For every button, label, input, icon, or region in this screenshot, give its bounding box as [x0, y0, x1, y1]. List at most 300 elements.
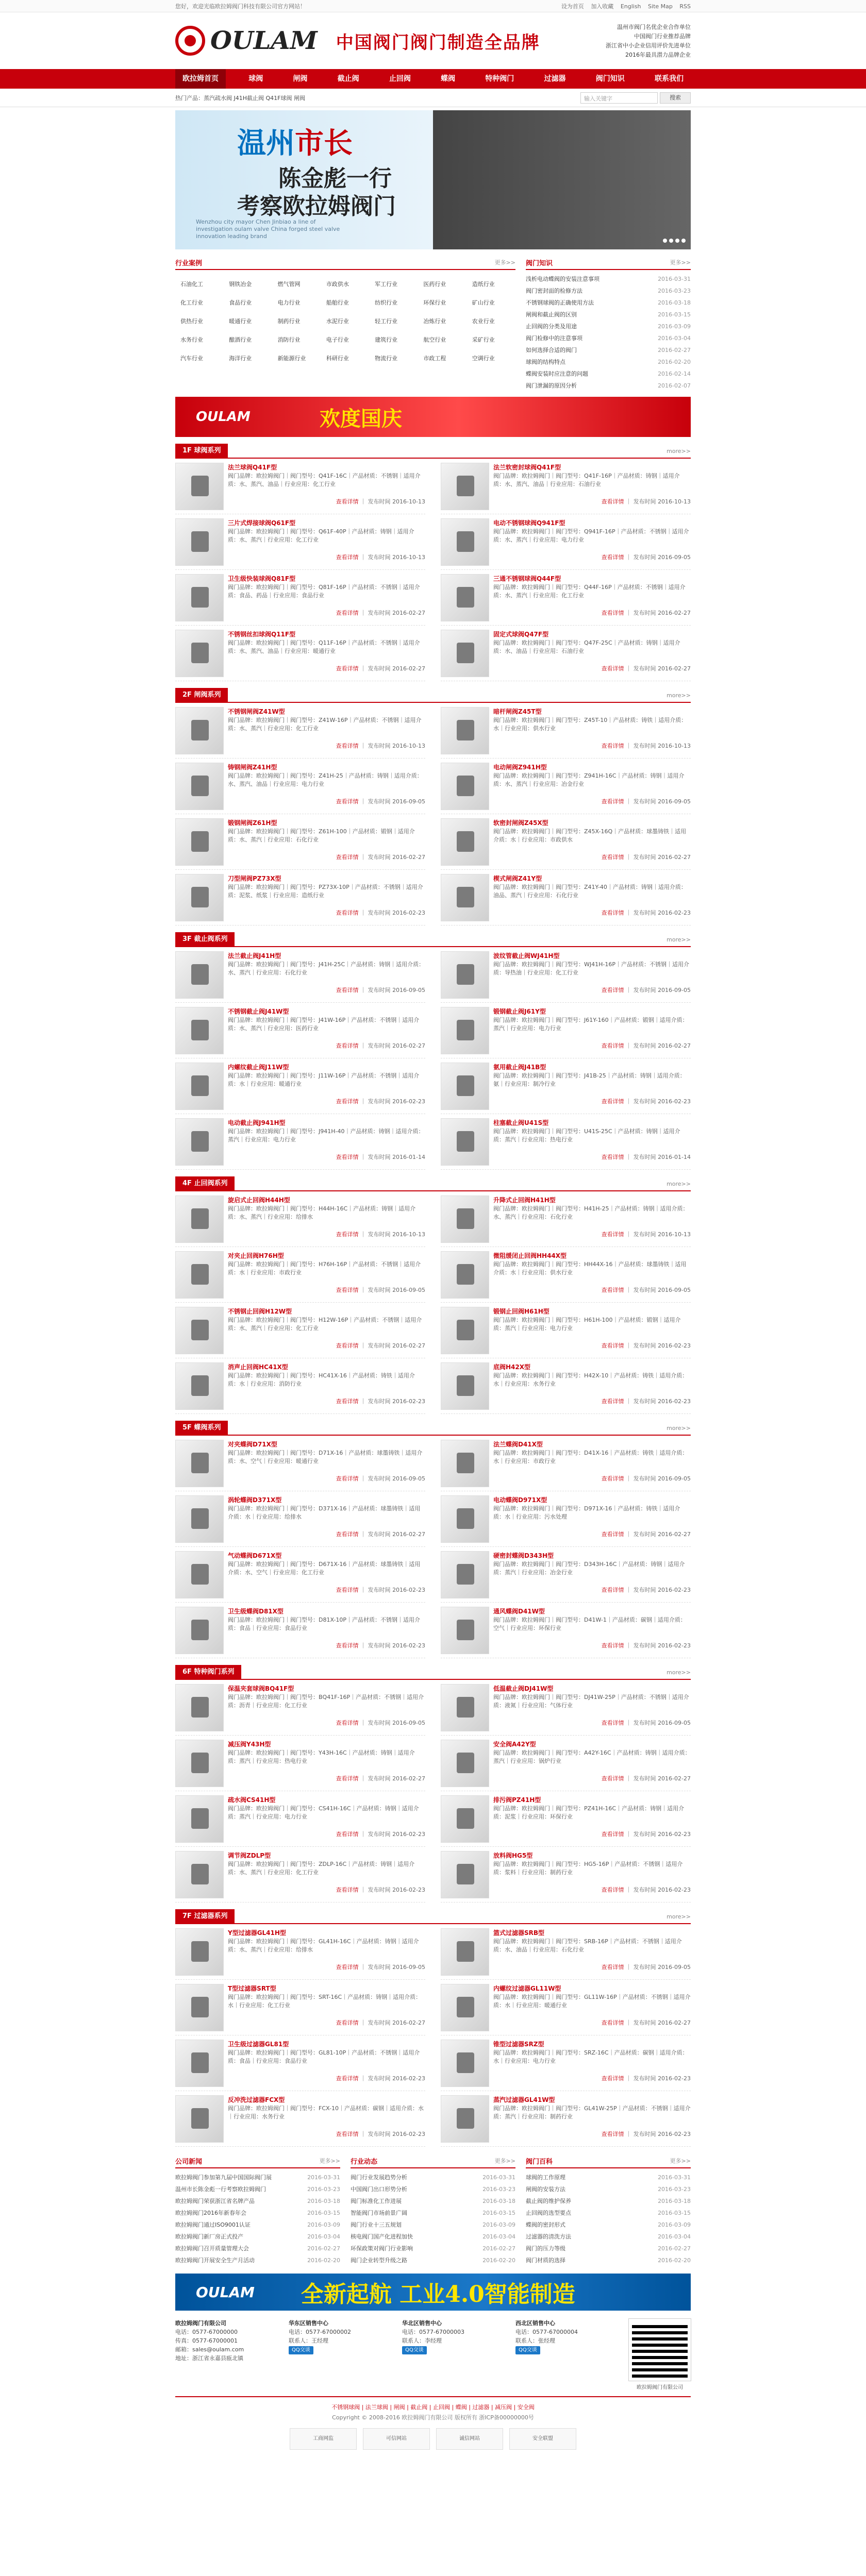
product-detail-link[interactable]: 查看详情 [336, 1398, 359, 1405]
product-name[interactable]: 法兰球阀Q41F型 [228, 464, 277, 471]
product-detail-link[interactable]: 查看详情 [601, 1587, 624, 1593]
category-more-link[interactable]: more>> [667, 1669, 691, 1676]
product-name[interactable]: 固定式球阀Q47F型 [493, 631, 549, 638]
product-name[interactable]: 内螺纹过滤器GL11W型 [493, 1985, 561, 1992]
bottom-news-item-title[interactable]: 核电阀门国产化进程加快 [351, 2233, 413, 2240]
product-detail-link[interactable]: 查看详情 [336, 1775, 359, 1782]
product-image[interactable] [175, 818, 224, 866]
product-card[interactable] [441, 2091, 691, 2147]
product-detail-link[interactable]: 查看详情 [601, 1475, 624, 1482]
product-card[interactable] [175, 1980, 425, 2035]
product-detail-link[interactable]: 查看详情 [601, 1398, 624, 1405]
product-card[interactable] [441, 1547, 691, 1603]
bottom-news-item-title[interactable]: 球阀的工作原理 [526, 2174, 565, 2181]
news-item[interactable] [526, 297, 691, 309]
bottom-news-item[interactable] [351, 2243, 515, 2254]
bottom-news-item-title[interactable]: 阀门行业十三五规划 [351, 2221, 402, 2228]
product-image[interactable] [175, 1007, 224, 1054]
product-detail-link[interactable]: 查看详情 [336, 498, 359, 505]
product-name[interactable]: 锻钢截止阀J61Y型 [493, 1008, 546, 1015]
product-name[interactable]: 对夹蝶阀D71X型 [228, 1441, 277, 1448]
product-name[interactable]: 电动不锈钢球阀Q941F型 [493, 519, 565, 527]
product-card[interactable] [175, 2091, 425, 2147]
qq-chat-button[interactable]: QQ交谈 [515, 2346, 540, 2354]
product-card[interactable] [441, 759, 691, 814]
product-card[interactable] [441, 2035, 691, 2091]
bottom-news-item[interactable] [351, 2195, 515, 2207]
industry-item[interactable]: 酿酒行业 [229, 336, 252, 343]
product-card[interactable] [441, 1491, 691, 1547]
product-image[interactable] [441, 463, 489, 510]
category-more-link[interactable]: more>> [667, 1424, 691, 1432]
product-card[interactable] [441, 870, 691, 925]
product-image[interactable] [441, 1551, 489, 1598]
industry-item[interactable]: 船舶行业 [326, 299, 349, 306]
product-card[interactable] [441, 1003, 691, 1058]
bottom-news-item-title[interactable]: 欧拉姆阀门荣获浙江省名牌产品 [175, 2198, 255, 2204]
bottom-news-item[interactable] [351, 2207, 515, 2219]
qq-chat-button[interactable]: QQ交谈 [402, 2346, 427, 2354]
industry-item[interactable]: 水泥行业 [326, 318, 349, 325]
industry-item[interactable]: 供热行业 [180, 318, 203, 325]
industry-item[interactable]: 空调行业 [472, 355, 495, 362]
product-name[interactable]: 楔式闸阀Z41Y型 [493, 875, 542, 882]
top-link-home[interactable]: 设为首页 [561, 3, 584, 10]
industry-item[interactable]: 军工行业 [375, 281, 398, 288]
product-image[interactable] [175, 1362, 224, 1410]
news-item[interactable] [526, 309, 691, 321]
product-card[interactable] [441, 514, 691, 570]
product-image[interactable] [175, 1740, 224, 1787]
product-name[interactable]: 蒸汽过滤器GL41W型 [493, 2096, 555, 2103]
industry-item[interactable]: 电子行业 [326, 336, 349, 343]
industry-item[interactable]: 航空行业 [423, 336, 446, 343]
product-image[interactable] [175, 463, 224, 510]
product-name[interactable]: 硬密封蝶阀D343H型 [493, 1552, 554, 1559]
product-card[interactable] [175, 1847, 425, 1902]
product-image[interactable] [175, 1795, 224, 1843]
news-item[interactable] [526, 321, 691, 332]
news-item-title[interactable]: 蝶阀安装时应注意的问题 [526, 371, 588, 377]
product-card[interactable] [175, 703, 425, 759]
product-image[interactable] [441, 707, 489, 754]
top-link-sitemap[interactable]: Site Map [648, 3, 673, 10]
product-card[interactable] [175, 814, 425, 870]
product-card[interactable] [175, 1491, 425, 1547]
bottom-news-more[interactable]: 更多>> [319, 2158, 340, 2164]
bottom-news-item-title[interactable]: 环保政策对阀门行业影响 [351, 2245, 413, 2252]
national-day-banner[interactable] [175, 397, 691, 437]
nav-item[interactable]: 蝶阀 [441, 75, 456, 83]
product-image[interactable] [441, 1928, 489, 1976]
product-image[interactable] [175, 1984, 224, 2031]
product-detail-link[interactable]: 查看详情 [601, 987, 624, 994]
product-image[interactable] [441, 874, 489, 921]
product-card[interactable] [441, 1980, 691, 2035]
product-name[interactable]: 氨用截止阀J41B型 [493, 1064, 546, 1071]
product-name[interactable]: 篮式过滤器SRB型 [493, 1929, 545, 1937]
industry-item[interactable]: 采矿行业 [472, 336, 495, 343]
product-name[interactable]: Y型过滤器GL41H型 [228, 1929, 286, 1937]
bottom-news-item-title[interactable]: 阀门企业转型升级之路 [351, 2257, 407, 2264]
product-detail-link[interactable]: 查看详情 [336, 1475, 359, 1482]
product-detail-link[interactable]: 查看详情 [336, 743, 359, 749]
product-detail-link[interactable]: 查看详情 [336, 1098, 359, 1105]
product-image[interactable] [175, 1495, 224, 1543]
product-detail-link[interactable]: 查看详情 [601, 1720, 624, 1726]
hero-banner[interactable] [175, 110, 691, 249]
product-card[interactable] [175, 1247, 425, 1303]
bottom-news-item-title[interactable]: 蝶阀的密封形式 [526, 2221, 565, 2228]
product-image[interactable] [175, 574, 224, 621]
search-input[interactable]: 输入关键字 [580, 92, 658, 104]
product-card[interactable] [175, 947, 425, 1003]
product-detail-link[interactable]: 查看详情 [336, 1342, 359, 1349]
product-card[interactable] [175, 459, 425, 514]
product-image[interactable] [175, 1440, 224, 1487]
category-more-link[interactable]: more>> [667, 936, 691, 943]
bottom-news-item-title[interactable]: 过滤器的清洗方法 [526, 2233, 571, 2240]
product-image[interactable] [441, 1740, 489, 1787]
footer-badge[interactable]: 诚信网站 [436, 2428, 503, 2450]
product-detail-link[interactable]: 查看详情 [601, 610, 624, 616]
product-detail-link[interactable]: 查看详情 [601, 1231, 624, 1238]
news-item-title[interactable]: 浅析电动蝶阀的安装注意事项 [526, 276, 599, 282]
product-name[interactable]: 卫生级蝶阀D81X型 [228, 1608, 284, 1615]
bottom-news-more[interactable]: 更多>> [670, 2158, 691, 2164]
product-detail-link[interactable]: 查看详情 [601, 910, 624, 916]
bottom-news-item-title[interactable]: 智能阀门市场前景广阔 [351, 2210, 407, 2216]
product-detail-link[interactable]: 查看详情 [601, 798, 624, 805]
news-more-link[interactable]: 更多>> [670, 259, 691, 266]
product-name[interactable]: 法兰截止阀J41H型 [228, 952, 281, 959]
bottom-news-item-title[interactable]: 欧拉姆阀门参加第九届中国国际阀门展 [175, 2174, 272, 2181]
banner-dot[interactable] [681, 239, 686, 243]
industry40-banner[interactable] [175, 2274, 691, 2311]
product-image[interactable] [175, 1851, 224, 1898]
product-card[interactable] [175, 1003, 425, 1058]
bottom-news-item[interactable] [175, 2207, 340, 2219]
product-name[interactable]: 减压阀Y43H型 [228, 1741, 271, 1748]
bottom-news-item-title[interactable]: 截止阀的维护保养 [526, 2198, 571, 2204]
product-image[interactable] [441, 1196, 489, 1243]
product-card[interactable] [441, 1847, 691, 1902]
product-image[interactable] [441, 1495, 489, 1543]
bottom-news-item[interactable] [351, 2231, 515, 2243]
bottom-news-item[interactable] [175, 2183, 340, 2195]
bottom-news-item[interactable] [351, 2254, 515, 2266]
search-button[interactable]: 搜索 [660, 92, 691, 104]
industry-more-link[interactable]: 更多>> [494, 259, 515, 266]
product-detail-link[interactable]: 查看详情 [336, 910, 359, 916]
product-image[interactable] [175, 630, 224, 677]
bottom-news-item[interactable] [526, 2195, 691, 2207]
product-image[interactable] [441, 1984, 489, 2031]
news-item[interactable] [526, 356, 691, 368]
product-card[interactable] [441, 626, 691, 681]
product-detail-link[interactable]: 查看详情 [601, 1887, 624, 1893]
product-image[interactable] [441, 1851, 489, 1898]
product-card[interactable] [441, 1058, 691, 1114]
product-detail-link[interactable]: 查看详情 [601, 1154, 624, 1160]
news-item-title[interactable]: 球阀的结构特点 [526, 359, 565, 365]
product-card[interactable] [175, 626, 425, 681]
top-link-favorite[interactable]: 加入收藏 [591, 3, 614, 10]
product-card[interactable] [441, 1247, 691, 1303]
nav-item[interactable]: 球阀 [248, 75, 263, 83]
news-item-title[interactable]: 不锈钢球阀的正确使用方法 [526, 299, 594, 306]
product-image[interactable] [441, 1118, 489, 1166]
product-detail-link[interactable]: 查看详情 [336, 987, 359, 994]
product-name[interactable]: 排污阀PZ41H型 [493, 1796, 541, 1804]
product-image[interactable] [175, 2095, 224, 2143]
product-card[interactable] [175, 870, 425, 925]
bottom-news-item[interactable] [351, 2171, 515, 2183]
product-detail-link[interactable]: 查看详情 [601, 2131, 624, 2137]
product-card[interactable] [175, 1547, 425, 1603]
product-card[interactable] [441, 1303, 691, 1358]
product-card[interactable] [175, 1680, 425, 1736]
product-detail-link[interactable]: 查看详情 [601, 1042, 624, 1049]
product-image[interactable] [175, 1118, 224, 1166]
product-name[interactable]: 反冲洗过滤器FCX型 [228, 2096, 285, 2103]
industry-item[interactable]: 科研行业 [326, 355, 349, 362]
product-detail-link[interactable]: 查看详情 [601, 1342, 624, 1349]
product-image[interactable] [441, 1063, 489, 1110]
product-image[interactable] [175, 707, 224, 754]
banner-dot[interactable] [663, 239, 667, 243]
bottom-news-item[interactable] [351, 2183, 515, 2195]
product-name[interactable]: 法兰蝶阀D41X型 [493, 1441, 543, 1448]
product-image[interactable] [441, 574, 489, 621]
product-detail-link[interactable]: 查看详情 [336, 1154, 359, 1160]
bottom-news-item-title[interactable]: 欧拉姆阀门2016年新春年会 [175, 2210, 246, 2216]
product-card[interactable] [441, 814, 691, 870]
industry-item[interactable]: 市政工程 [423, 355, 446, 362]
product-detail-link[interactable]: 查看详情 [601, 1964, 624, 1971]
product-name[interactable]: 微阻缓闭止回阀HH44X型 [493, 1252, 567, 1259]
footer-keywords[interactable]: 不锈钢球阀 | 法兰球阀 | 闸阀 | 截止阀 | 止回阀 | 蝶阀 | 过滤器 | 减压阀 | 安全阀 [331, 2404, 535, 2411]
product-detail-link[interactable]: 查看详情 [336, 1831, 359, 1838]
industry-item[interactable]: 暖通行业 [229, 318, 252, 325]
product-card[interactable] [441, 703, 691, 759]
news-item[interactable] [526, 285, 691, 297]
industry-item[interactable]: 消防行业 [277, 336, 301, 343]
bottom-news-item-title[interactable]: 阀门的压力等级 [526, 2245, 565, 2252]
product-detail-link[interactable]: 查看详情 [336, 1964, 359, 1971]
industry-item[interactable]: 汽车行业 [180, 355, 203, 362]
product-image[interactable] [441, 1684, 489, 1731]
product-name[interactable]: 安全阀A42Y型 [493, 1741, 536, 1748]
product-name[interactable]: 锥型过滤器SRZ型 [493, 2041, 544, 2048]
product-card[interactable] [175, 570, 425, 626]
qq-chat-button[interactable]: QQ交谈 [289, 2346, 313, 2354]
category-more-link[interactable]: more>> [667, 447, 691, 454]
product-card[interactable] [175, 1358, 425, 1414]
product-card[interactable] [175, 2035, 425, 2091]
product-detail-link[interactable]: 查看详情 [336, 1531, 359, 1538]
hot-items[interactable]: 蒸汽疏水阀 J41H截止阀 Q41F球阀 闸阀 [204, 95, 305, 102]
product-detail-link[interactable]: 查看详情 [336, 665, 359, 672]
bottom-news-item[interactable] [526, 2183, 691, 2195]
product-card[interactable] [175, 1603, 425, 1658]
product-name[interactable]: 软密封闸阀Z45X型 [493, 819, 548, 827]
industry-item[interactable]: 轻工行业 [375, 318, 398, 325]
product-image[interactable] [441, 1362, 489, 1410]
industry-item[interactable]: 建筑行业 [375, 336, 398, 343]
product-name[interactable]: 电动闸阀Z941H型 [493, 764, 547, 771]
nav-item[interactable]: 闸阀 [293, 75, 308, 83]
bottom-news-item[interactable] [175, 2171, 340, 2183]
product-image[interactable] [441, 1007, 489, 1054]
bottom-news-item[interactable] [526, 2171, 691, 2183]
bottom-news-item-title[interactable]: 阀门标准化工作进展 [351, 2198, 402, 2204]
product-image[interactable] [441, 1607, 489, 1654]
product-name[interactable]: 疏水阀CS41H型 [228, 1796, 276, 1804]
bottom-news-item[interactable] [526, 2219, 691, 2231]
industry-item[interactable]: 物流行业 [375, 355, 398, 362]
product-detail-link[interactable]: 查看详情 [601, 1287, 624, 1293]
product-card[interactable] [175, 759, 425, 814]
industry-item[interactable]: 电力行业 [277, 299, 301, 306]
product-name[interactable]: 暗杆闸阀Z45T型 [493, 708, 542, 715]
product-name[interactable]: 通风蝶阀D41W型 [493, 1608, 545, 1615]
product-image[interactable] [175, 1928, 224, 1976]
bottom-news-item-title[interactable]: 欧拉姆阀门召开质量管理大会 [175, 2245, 249, 2252]
product-detail-link[interactable]: 查看详情 [336, 2019, 359, 2026]
product-image[interactable] [441, 951, 489, 999]
news-item[interactable] [526, 344, 691, 356]
product-image[interactable] [441, 1795, 489, 1843]
category-more-link[interactable]: more>> [667, 692, 691, 699]
banner-dot[interactable] [669, 239, 673, 243]
industry-item[interactable]: 造纸行业 [472, 281, 495, 288]
nav-item[interactable]: 欧拉姆首页 [175, 69, 226, 89]
product-card[interactable] [441, 570, 691, 626]
product-name[interactable]: 铸钢闸阀Z41H型 [228, 764, 277, 771]
product-image[interactable] [441, 1251, 489, 1299]
product-card[interactable] [441, 1436, 691, 1491]
product-name[interactable]: 气动蝶阀D671X型 [228, 1552, 282, 1559]
product-detail-link[interactable]: 查看详情 [601, 665, 624, 672]
bottom-news-item[interactable] [175, 2195, 340, 2207]
product-name[interactable]: 放料阀HG5型 [493, 1852, 533, 1859]
product-card[interactable] [441, 1791, 691, 1847]
news-item-title[interactable]: 阀门密封面的检修方法 [526, 288, 582, 294]
product-card[interactable] [441, 1736, 691, 1791]
product-image[interactable] [175, 874, 224, 921]
product-name[interactable]: 电动蝶阀D971X型 [493, 1496, 547, 1504]
bottom-news-item[interactable] [526, 2231, 691, 2243]
product-name[interactable]: 保温夹套球阀BQ41F型 [228, 1685, 294, 1692]
product-card[interactable] [175, 1736, 425, 1791]
product-name[interactable]: 不锈钢闸阀Z41W型 [228, 708, 285, 715]
industry-item[interactable]: 燃气管网 [277, 281, 301, 288]
bottom-news-item-title[interactable]: 阀门材质的选择 [526, 2257, 565, 2264]
product-detail-link[interactable]: 查看详情 [336, 610, 359, 616]
product-name[interactable]: 柱塞截止阀U41S型 [493, 1119, 549, 1126]
product-image[interactable] [441, 2095, 489, 2143]
industry-item[interactable]: 水务行业 [180, 336, 203, 343]
product-image[interactable] [441, 1440, 489, 1487]
product-detail-link[interactable]: 查看详情 [601, 2075, 624, 2082]
product-image[interactable] [441, 518, 489, 566]
product-name[interactable]: 低温截止阀DJ41W型 [493, 1685, 554, 1692]
nav-item[interactable]: 过滤器 [544, 75, 566, 83]
industry-item[interactable]: 食品行业 [229, 299, 252, 306]
product-image[interactable] [175, 1063, 224, 1110]
product-name[interactable]: 波纹管截止阀WJ41H型 [493, 952, 560, 959]
product-card[interactable] [441, 459, 691, 514]
bottom-news-item[interactable] [526, 2254, 691, 2266]
bottom-news-item-title[interactable]: 闸阀的安装方法 [526, 2186, 565, 2193]
bottom-news-item-title[interactable]: 欧拉姆阀门通过ISO9001认证 [175, 2221, 251, 2228]
product-detail-link[interactable]: 查看详情 [601, 1098, 624, 1105]
product-card[interactable] [175, 1191, 425, 1247]
footer-badge[interactable]: 可信网站 [363, 2428, 430, 2450]
product-detail-link[interactable]: 查看详情 [336, 1642, 359, 1649]
product-detail-link[interactable]: 查看详情 [601, 498, 624, 505]
product-detail-link[interactable]: 查看详情 [601, 2019, 624, 2026]
product-name[interactable]: 不锈钢截止阀J41W型 [228, 1008, 289, 1015]
product-image[interactable] [175, 951, 224, 999]
bottom-news-item[interactable] [175, 2231, 340, 2243]
product-image[interactable] [175, 1251, 224, 1299]
product-name[interactable]: 旋启式止回阀H44H型 [228, 1197, 290, 1204]
nav-item[interactable]: 阀门知识 [595, 75, 625, 83]
product-card[interactable] [441, 947, 691, 1003]
product-image[interactable] [441, 630, 489, 677]
industry-item[interactable]: 海洋行业 [229, 355, 252, 362]
industry-item[interactable]: 新能源行业 [277, 355, 306, 362]
nav-item[interactable]: 特种阀门 [485, 75, 514, 83]
nav-item[interactable]: 联系我们 [654, 75, 684, 83]
product-name[interactable]: 升降式止回阀H41H型 [493, 1197, 556, 1204]
product-card[interactable] [441, 1680, 691, 1736]
bottom-news-item[interactable] [351, 2219, 515, 2231]
product-name[interactable]: 刀型闸阀PZ73X型 [228, 875, 281, 882]
product-detail-link[interactable]: 查看详情 [336, 1887, 359, 1893]
product-name[interactable]: 对夹止回阀H76H型 [228, 1252, 284, 1259]
product-image[interactable] [175, 763, 224, 810]
product-card[interactable] [441, 1358, 691, 1414]
news-item-title[interactable]: 如何选择合适的阀门 [526, 347, 577, 353]
product-image[interactable] [441, 1307, 489, 1354]
product-name[interactable]: 消声止回阀HC41X型 [228, 1363, 288, 1371]
news-item[interactable] [526, 332, 691, 344]
product-card[interactable] [175, 1114, 425, 1170]
product-image[interactable] [175, 1196, 224, 1243]
product-card[interactable] [441, 1603, 691, 1658]
product-detail-link[interactable]: 查看详情 [601, 1831, 624, 1838]
product-name[interactable]: 不锈钢止回阀H12W型 [228, 1308, 292, 1315]
product-image[interactable] [441, 818, 489, 866]
banner-dot[interactable] [675, 239, 679, 243]
footer-badge[interactable]: 安全联盟 [509, 2428, 576, 2450]
bottom-news-item[interactable] [175, 2219, 340, 2231]
news-item[interactable] [526, 273, 691, 285]
bottom-news-item-title[interactable]: 止回阀的选型要点 [526, 2210, 571, 2216]
product-detail-link[interactable]: 查看详情 [601, 1775, 624, 1782]
product-detail-link[interactable]: 查看详情 [336, 1231, 359, 1238]
product-card[interactable] [175, 1058, 425, 1114]
bottom-news-item[interactable] [526, 2243, 691, 2254]
nav-item[interactable]: 截止阀 [337, 75, 359, 83]
top-link-rss[interactable]: RSS [679, 3, 691, 10]
product-image[interactable] [175, 2040, 224, 2087]
product-name[interactable]: 三通不锈钢球阀Q44F型 [493, 575, 561, 582]
bottom-news-item-title[interactable]: 欧拉姆阀门新厂房正式投产 [175, 2233, 243, 2240]
